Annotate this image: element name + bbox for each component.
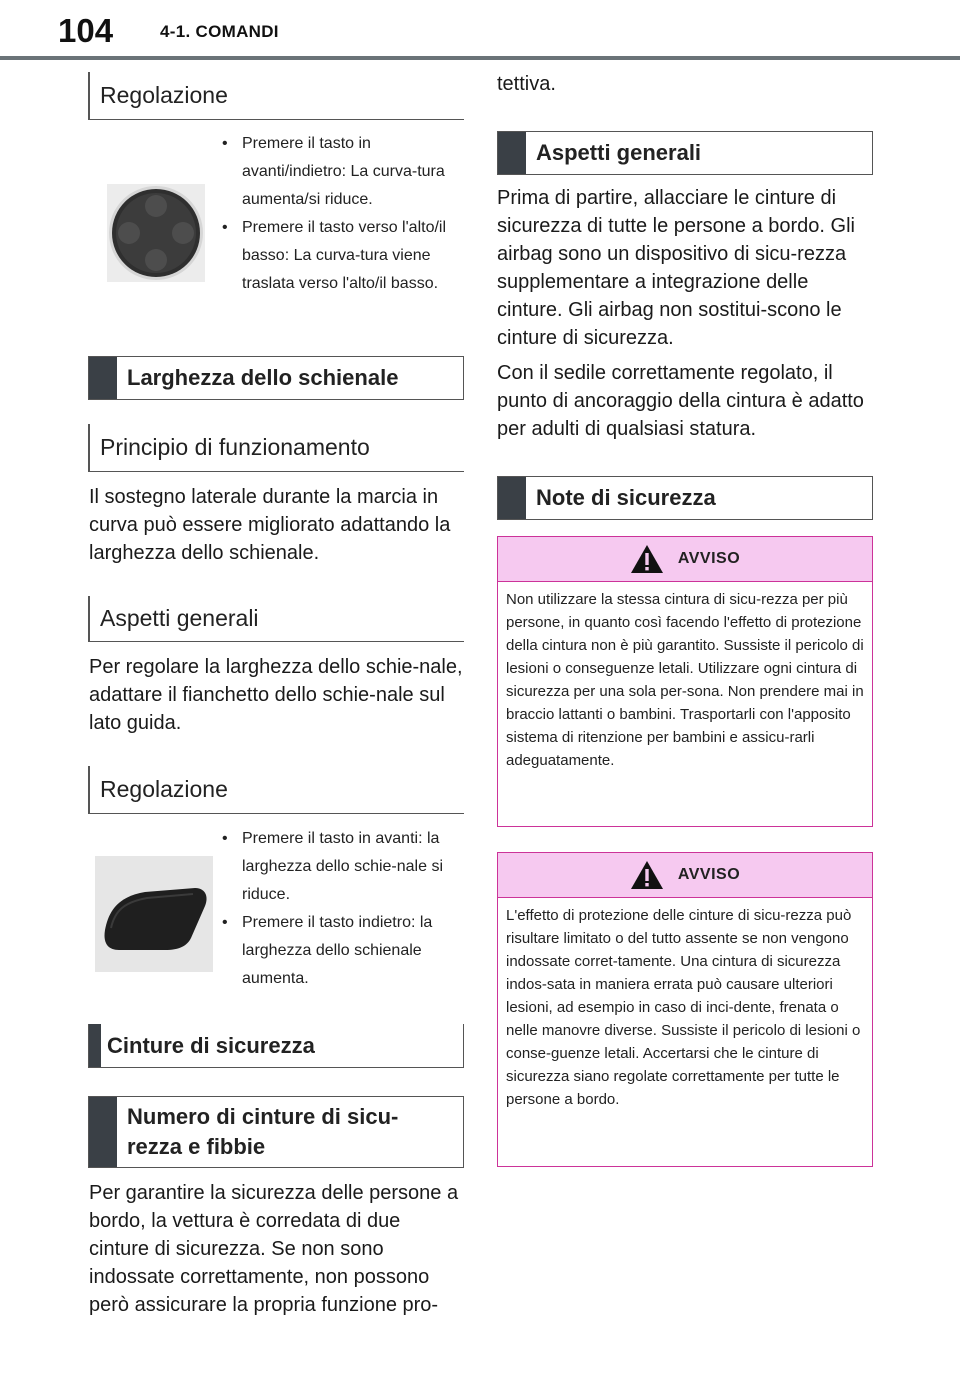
box-heading-larghezza: Larghezza dello schienale [88,356,464,400]
backrest-width-button-icon [95,856,213,972]
warning-label: AVVISO [677,550,741,567]
warning-text: Non utilizzare la stessa cintura di sicu-rezza per più persone, in quanto così facendo l'effetto di protezione della cintura non è più garantito. Sussiste il pericolo di lesioni o conseguenze letali. Utilizzare ogni cintura di sicurezza per una sola per-sona. Non prendere mai in braccio lattanti o bambini. Trasportarli con l'apposito sistema di ritenzione per bambini e assicu-rarli adeguatamente. [506,591,864,769]
bullets-larghezza [216,825,464,993]
warning-header [498,853,872,898]
list-item: • Premere il tasto in avanti: la larghezza dello schie-nale si riduce. [216,825,464,909]
warning-box-1 [497,536,873,827]
subheading-aspetti-1: Aspetti generali [88,596,464,642]
paragraph-continuation: tettiva. [497,73,556,95]
warning-label: AVVISO [677,866,741,883]
list-item: • Premere il tasto in avanti/indietro: La curva-tura aumenta/si riduce. [216,130,456,214]
list-item: • Premere il tasto indietro: la larghezza dello schienale aumenta. [216,909,464,993]
heading-bar [498,132,526,174]
lumbar-control-icon [107,184,205,282]
header-rule [0,56,960,60]
lumbar-control-image [107,184,205,282]
paragraph-numero: Per garantire la sicurezza delle persone a bordo, la vettura è corredata di due cinture di sicurezza. Se non sono indossate correttamente, non possono però assicurare la propria funzione pro- [89,1182,459,1316]
subheading-regolazione-2: Regolazione [88,766,464,814]
subheading-principio: Principio di funzionamento [88,424,464,472]
warning-header [498,537,872,582]
bullets-curvatura [216,130,456,298]
box-heading-note: Note di sicurezza [497,476,873,520]
subheading-regolazione-1: Regolazione [88,72,464,120]
heading-bar [89,1097,117,1167]
warning-box-2 [497,852,873,1167]
heading-bar [89,1024,101,1067]
warning-triangle-icon [630,544,664,574]
warning-triangle-icon [630,860,664,890]
page-number: 104 [58,12,114,49]
list-item: • Premere il tasto verso l'alto/il basso: La curva-tura viene traslata verso l'alto/il basso. [216,214,456,298]
paragraph-principio: Il sostegno laterale durante la marcia in curva può essere migliorato adattando la larghezza dello schienale. [89,486,451,564]
backrest-width-button-image [95,856,213,972]
section-title: 4-1. COMANDI [160,22,279,41]
heading-bar [89,357,117,399]
heading-numero-text: Numero di cinture di sicu- rezza e fibbie [127,1104,399,1159]
paragraph-aspetti-1: Per regolare la larghezza dello schie-nale, adattare il fianchetto dello schie-nale sul lato guida. [89,656,463,734]
box-heading-numero [88,1096,464,1168]
box-heading-aspetti-2: Aspetti generali [497,131,873,175]
paragraph-aspetti-2b: Con il sedile correttamente regolato, il punto di ancoraggio della cintura è adatto per adulti di qualsiasi statura. [497,362,864,440]
warning-text: L'effetto di protezione delle cinture di sicu-rezza può risultare limitato o del tutto assente se non vengono indossate corret-tamente. Una cintura di sicurezza indos-sata in maniera errata può causare ulteriori lesioni, ad esempio in caso di inci-dente, frenata o nelle manovre diverse. Sussiste il pericolo di lesioni o conse-guenze letali. Accertarsi che le cinture di sicurezza siano regolate correttamente per tutte le persone a bordo. [506,907,861,1108]
heading-bar [498,477,526,519]
paragraph-aspetti-2a: Prima di partire, allacciare le cinture di sicurezza di tutte le persone a bordo. Gli airbag sono un dispositivo di sicu-rezza supplementare a integrazione delle cinture. Gli airbag non sostitui-scono le cinture di sicurezza. [497,187,855,349]
box-heading-cinture: Cinture di sicurezza [88,1024,464,1068]
